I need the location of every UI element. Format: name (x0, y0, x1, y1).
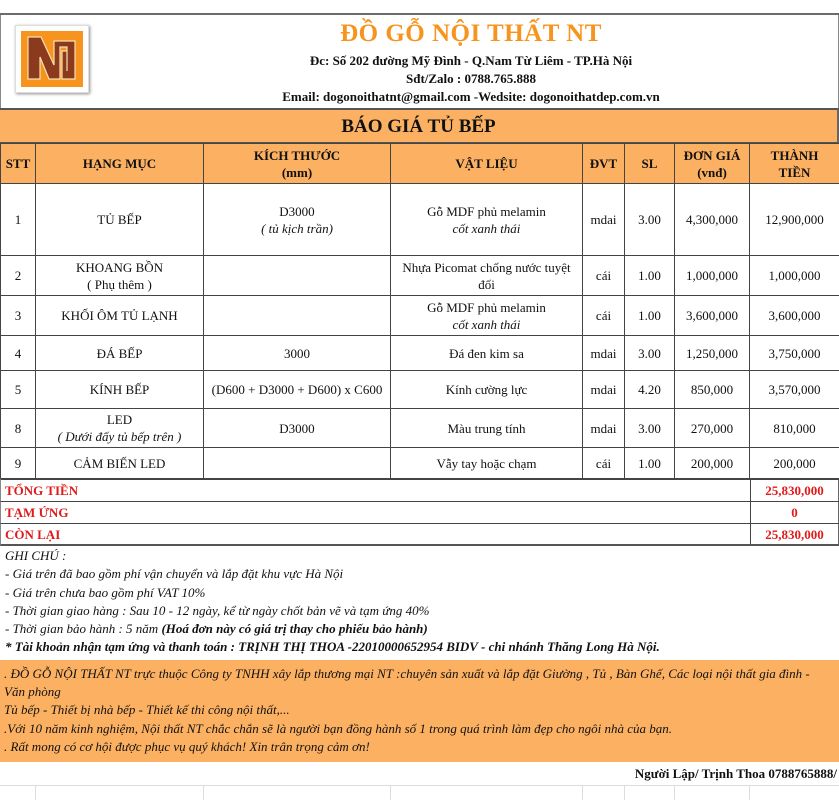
cell-item: ĐÁ BẾP (36, 336, 204, 371)
cell-item: KHỐI ÔM TỦ LẠNH (36, 296, 204, 336)
cell-qty: 3.00 (625, 336, 675, 371)
cell-item: TỦ BẾP (36, 184, 204, 256)
table-row (1, 371, 839, 409)
cell-price: 850,000 (675, 371, 750, 409)
cell-size: D3000 (204, 409, 391, 448)
cell-unit: mdai (583, 409, 625, 448)
cell-unit: cái (583, 448, 625, 479)
cell-size (204, 296, 391, 336)
cell-price: 3,600,000 (675, 296, 750, 336)
cell-qty: 3.00 (625, 409, 675, 448)
col-header-material: VẬT LIỆU (391, 144, 583, 184)
cell-total: 3,570,000 (750, 371, 839, 409)
cell-total: 810,000 (750, 409, 839, 448)
advance-value: 0 (750, 502, 839, 523)
cell-size: D3000 ( tủ kịch trần) (204, 184, 391, 256)
cell-total: 3,600,000 (750, 296, 839, 336)
cell-qty: 1.00 (625, 296, 675, 336)
cell-size: (D600 + D3000 + D600) x C600 (204, 371, 391, 409)
intro-line: .Với 10 năm kinh nghiệm, Nội thất NT chắc chắn sẽ là người bạn đồng hành số 1 trong quá trình làm đẹp cho ngôi nhà của bạn. (4, 720, 673, 736)
cell-price: 1,000,000 (675, 256, 750, 296)
cell-stt: 2 (1, 256, 36, 296)
cell-stt: 8 (1, 409, 36, 448)
intro-line: . ĐỒ GỖ NỘI THẤT NT trực thuộc Công ty TNHH xây lắp thương mại NT :chuyên sản xuất và lắp đặt Giường , Tủ , Bàn Ghế, Các loại nội thất gia đình - Văn phòng (4, 666, 810, 700)
col-header-size: KÍCH THƯỚC (mm) (204, 144, 391, 184)
note-line: - Thời gian giao hàng : Sau 10 - 12 ngày, kể từ ngày chốt bản vẽ và tạm ứng 40% (5, 602, 430, 618)
bank-account-note: * Tài khoản nhận tạm ứng và thanh toán : TRỊNH THỊ THOA -22010000652954 BIDV - chi nhánh Thăng Long Hà Nội. (5, 639, 660, 655)
cell-qty: 3.00 (625, 184, 675, 256)
intro-line: Tủ bếp - Thiết bị nhà bếp - Thiết kế thi công nội thất,... (4, 702, 290, 718)
col-header-price: ĐƠN GIÁ (vnđ) (675, 144, 750, 184)
warranty-note: (Hoá đơn này có giá trị thay cho phiếu bảo hành) (161, 621, 428, 637)
spreadsheet-grid-lines (0, 785, 839, 800)
company-intro-box (0, 660, 839, 762)
company-phone: Sđt/Zalo : 0788.765.888 (405, 71, 536, 86)
cell-price: 4,300,000 (675, 184, 750, 256)
cell-item: KHOANG BỒN ( Phụ thêm ) (36, 256, 204, 296)
col-header-qty: SL (625, 144, 675, 184)
cell-price: 1,250,000 (675, 336, 750, 371)
cell-size (204, 448, 391, 479)
table-row (1, 336, 839, 371)
table-row (1, 296, 839, 336)
cell-item: KÍNH BẾP (36, 371, 204, 409)
nt-logo-icon (15, 25, 89, 93)
signature: Người Lập/ Trịnh Thoa 0788765888/ (634, 766, 837, 781)
quote-table (0, 143, 839, 479)
summary-advance-row (0, 502, 839, 524)
total-value: 25,830,000 (750, 480, 839, 501)
cell-total: 200,000 (750, 448, 839, 479)
cell-stt: 5 (1, 371, 36, 409)
cell-material: Gỗ MDF phủ melamin cốt xanh thái (391, 184, 583, 256)
cell-stt: 3 (1, 296, 36, 336)
cell-unit: mdai (583, 371, 625, 409)
summary-remaining-row (0, 524, 839, 546)
cell-total: 3,750,000 (750, 336, 839, 371)
document-title: BÁO GIÁ TỦ BẾP (0, 108, 839, 143)
cell-unit: mdai (583, 336, 625, 371)
table-row (1, 184, 839, 256)
notes-section (0, 545, 839, 660)
cell-stt: 1 (1, 184, 36, 256)
remaining-label: CÒN LẠI (5, 527, 61, 542)
cell-material: Kính cường lực (391, 371, 583, 409)
table-row (1, 448, 839, 479)
cell-size (204, 256, 391, 296)
company-contact: Email: dogonoithatnt@gmail.com -Wedsite: dogonoithatdep.com.vn (282, 89, 660, 104)
notes-heading: GHI CHÚ : (5, 548, 67, 563)
cell-material: Màu trung tính (391, 409, 583, 448)
cell-stt: 9 (1, 448, 36, 479)
cell-qty: 1.00 (625, 256, 675, 296)
cell-item: LED ( Dưới đấy tủ bếp trên ) (36, 409, 204, 448)
cell-item: CẢM BIẾN LED (36, 448, 204, 479)
intro-line: . Rất mong có cơ hội được phục vụ quý khách! Xin trân trọng cảm ơn! (4, 738, 370, 754)
cell-material: Vẫy tay hoặc chạm (391, 448, 583, 479)
cell-unit: mdai (583, 184, 625, 256)
total-label: TỔNG TIỀN (5, 483, 79, 498)
col-header-unit: ĐVT (583, 144, 625, 184)
cell-total: 1,000,000 (750, 256, 839, 296)
document-header (0, 15, 839, 108)
top-strip (0, 0, 839, 15)
company-address: Đc: Số 202 đường Mỹ Đình - Q.Nam Từ Liêm - TP.Hà Nội (309, 53, 633, 68)
table-row (1, 256, 839, 296)
table-row (1, 409, 839, 448)
cell-stt: 4 (1, 336, 36, 371)
cell-total: 12,900,000 (750, 184, 839, 256)
advance-label: TẠM ỨNG (5, 505, 69, 520)
cell-material: Nhựa Picomat chống nước tuyệt đối (391, 256, 583, 296)
company-name: ĐỒ GỖ NỘI THẤT NT (340, 20, 602, 47)
cell-material: Đá đen kim sa (391, 336, 583, 371)
col-header-item: HẠNG MỤC (36, 144, 204, 184)
cell-price: 270,000 (675, 409, 750, 448)
col-header-stt: STT (1, 144, 36, 184)
cell-price: 200,000 (675, 448, 750, 479)
cell-material: Gỗ MDF phủ melamin cốt xanh thái (391, 296, 583, 336)
cell-qty: 1.00 (625, 448, 675, 479)
note-line-warranty: - Thời gian bảo hành : 5 năm (Hoá đơn này có giá trị thay cho phiếu bảo hành) (5, 621, 428, 637)
col-header-total: THÀNH TIỀN (750, 144, 839, 184)
note-line: - Giá trên chưa bao gồm phí VAT 10% (5, 584, 206, 600)
cell-size: 3000 (204, 336, 391, 371)
summary-total-row (0, 478, 839, 502)
cell-unit: cái (583, 296, 625, 336)
note-line: - Giá trên đã bao gồm phí vận chuyển và lắp đặt khu vực Hà Nội (5, 566, 344, 582)
cell-unit: cái (583, 256, 625, 296)
table-header-row (1, 144, 839, 184)
remaining-value: 25,830,000 (750, 524, 839, 544)
cell-qty: 4.20 (625, 371, 675, 409)
